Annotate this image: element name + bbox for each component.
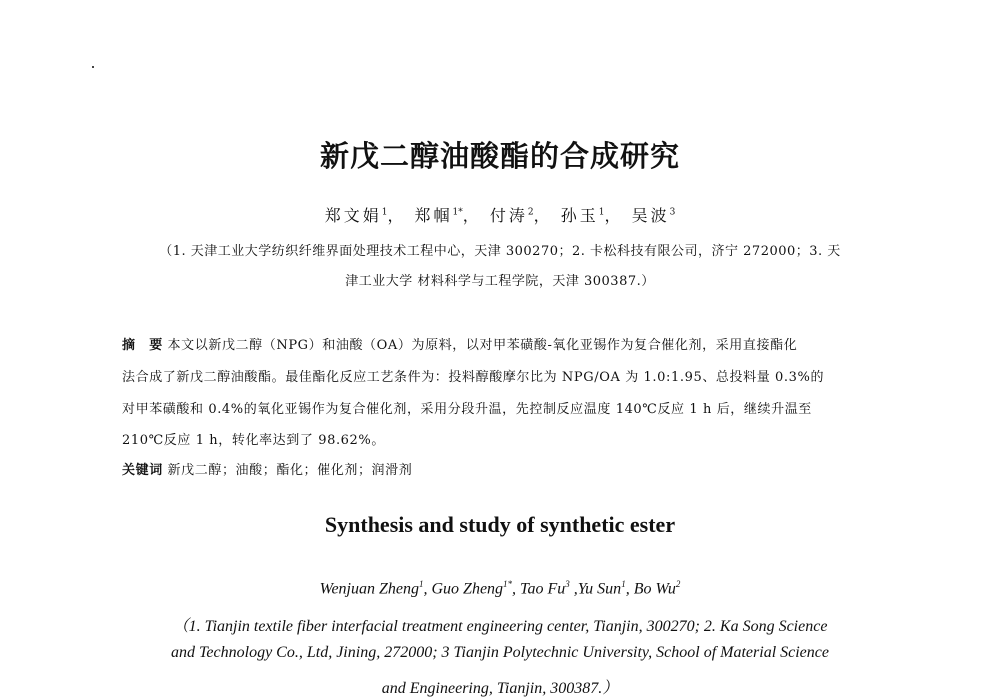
- author-affiliation-mark: 2: [527, 207, 534, 218]
- abstract-label: 摘 要: [122, 338, 163, 353]
- affiliation-line-english: （1. Tianjin textile fiber interfacial treatment engineering center, Tianjin, 300270; 2. Ka Song Science: [172, 618, 828, 635]
- scan-speck: [92, 66, 94, 68]
- author-affiliation-mark: 1: [598, 207, 605, 218]
- author-affiliation-mark: 1: [418, 579, 424, 589]
- keywords-label: 关键词: [122, 463, 163, 478]
- keywords-line-chinese: [122, 459, 412, 478]
- author-name: 吴波: [631, 206, 670, 225]
- abstract-text: 本文以新戊二醇（NPG）和油酸（OA）为原料，以对甲苯磺酸-氧化亚锡作为复合催化剂，采用直接酯化: [167, 338, 798, 353]
- author-name: 孙玉: [560, 206, 599, 225]
- author-list-chinese: 郑文娟$^1$， 郑帼$^{1*}$， 付涛$^2$， 孙玉$^1$， 吴波$^3$: [324, 206, 676, 225]
- author-separator: ,: [512, 580, 521, 598]
- affiliation-line-english: and Engineering, Tianjin, 300387.）: [381, 680, 619, 697]
- author-affiliation-mark: 1: [621, 579, 626, 589]
- author-name: 付涛: [489, 206, 528, 225]
- abstract-line-chinese: [122, 334, 797, 353]
- author-affiliation-mark: 3: [565, 579, 570, 589]
- author-separator: ,: [423, 580, 432, 598]
- author-name: Wenjuan Zheng: [319, 580, 419, 598]
- author-separator: ,: [625, 580, 634, 598]
- affiliation-line-english: and Technology Co., Ltd, Jining, 272000; 3 Tianjin Polytechnic University, School of Material Science: [171, 644, 829, 661]
- author-name: Tao Fu: [520, 580, 566, 598]
- affiliation-line-chinese: 津工业大学 材料科学与工程学院，天津 300387.）: [345, 274, 655, 289]
- author-affiliation-mark: 3: [669, 207, 676, 218]
- paper-title-english: Synthesis and study of synthetic ester: [324, 512, 676, 537]
- author-name: 郑帼: [414, 206, 453, 225]
- keywords-text: 新戊二醇；油酸；酯化；催化剂；润滑剂: [167, 463, 413, 478]
- author-name: Guo Zheng: [431, 580, 504, 598]
- author-name: Yu Sun: [577, 580, 622, 598]
- abstract-line-chinese: 210℃反应 1 h，转化率达到了 98.62%。: [122, 433, 385, 448]
- author-affiliation-mark: 1*: [503, 579, 513, 589]
- paper-title-chinese: 新戊二醇油酸酯的合成研究: [319, 139, 680, 173]
- author-affiliation-mark: 1*: [452, 207, 463, 218]
- author-separator: ,: [569, 580, 578, 598]
- author-affiliation-mark: 1: [381, 207, 388, 218]
- affiliation-line-chinese: （1. 天津工业大学纺织纤维界面处理技术工程中心，天津 300270；2. 卡松科技有限公司，济宁 272000；3. 天: [159, 244, 841, 259]
- abstract-line-chinese: 对甲苯磺酸和 0.4%的氧化亚锡作为复合催化剂，采用分段升温，先控制反应温度 140℃反应 1 h 后，继续升温至: [122, 402, 812, 417]
- author-affiliation-mark: 2: [675, 579, 681, 589]
- abstract-line-chinese: 法合成了新戊二醇油酸酯。最佳酯化反应工艺条件为：投料醇酸摩尔比为 NPG/OA 为 1.0:1.95、总投料量 0.3%的: [122, 370, 825, 385]
- author-list-english: [0, 579, 1000, 598]
- author-name: Bo Wu: [633, 580, 676, 598]
- author-name: 郑文娟: [324, 206, 382, 225]
